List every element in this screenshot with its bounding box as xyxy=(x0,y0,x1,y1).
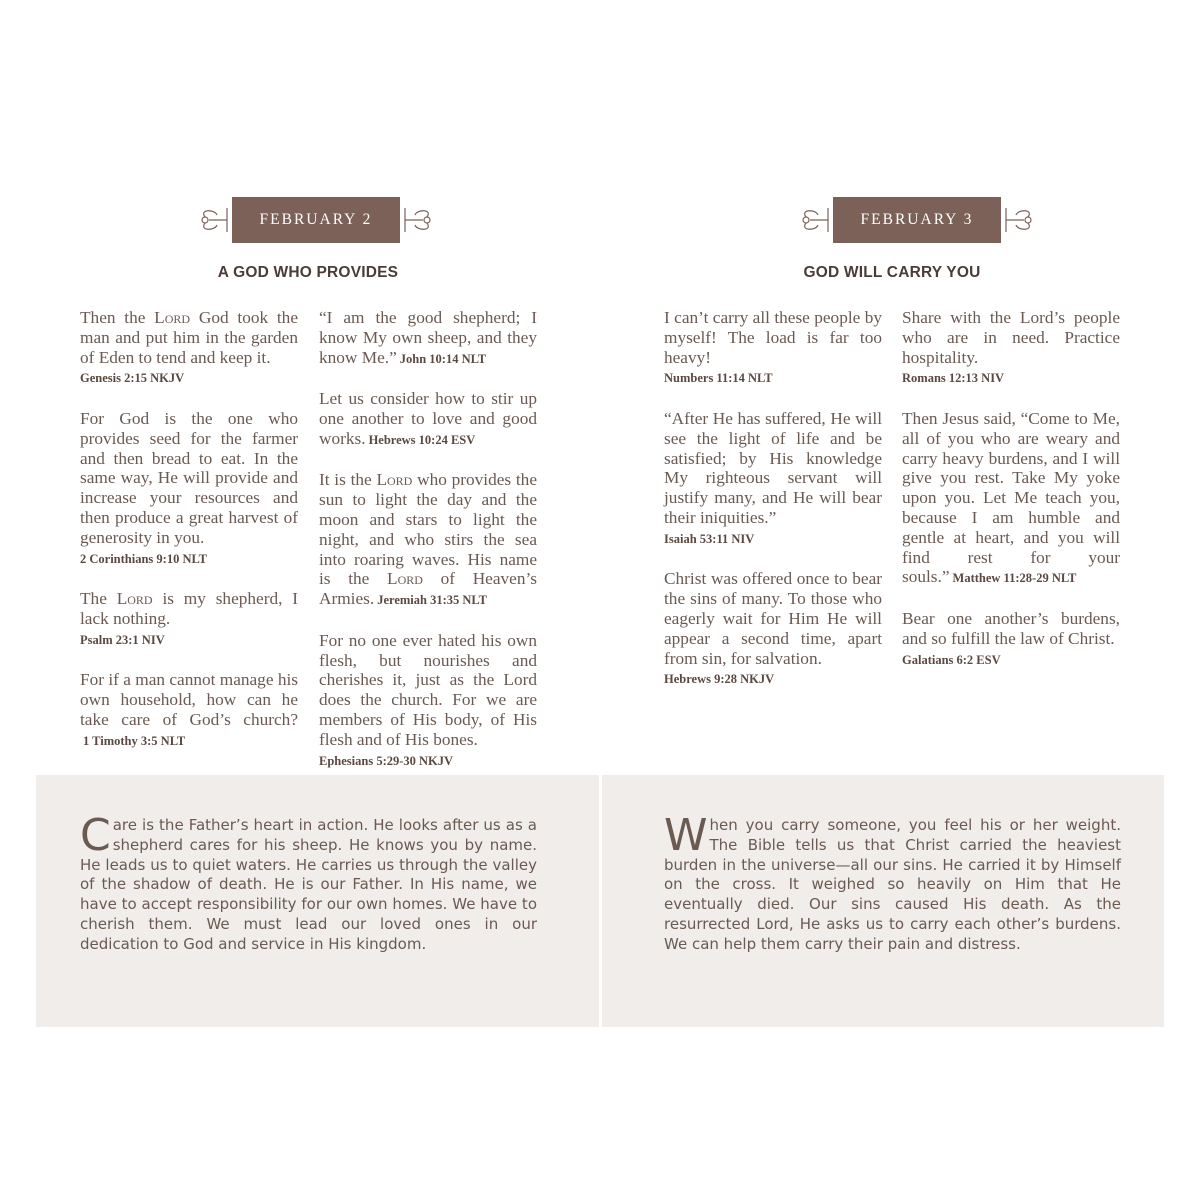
date-label: FEBRUARY 2 xyxy=(232,197,400,243)
reflection-body: are is the Father’s heart in action. He looks after us as a shepherd cares for his sheep. He knows you by name. He leads us to quiet waters. He carries us through the valley of the shadow of death. He is our Father. In His name, we have to accept responsibility for our own homes. We have to cherish them. We must lead our loved ones in our dedication to God and service in His kingdom. xyxy=(80,816,537,953)
verse-reference: Matthew 11:28-29 NLT xyxy=(952,571,1077,586)
drop-cap: C xyxy=(80,810,111,861)
verse-text: Bear one another’s burdens, and so fulfill the law of Christ. xyxy=(902,608,1120,648)
devotion-title: GOD WILL CARRY YOU xyxy=(803,264,981,281)
right-page xyxy=(600,0,1200,1200)
date-banner xyxy=(793,197,1041,243)
verse-text: “I am the good shepherd; I know My own sheep, and they know Me.” xyxy=(319,308,537,367)
date-banner xyxy=(192,197,440,243)
verse-column-2 xyxy=(902,308,1120,690)
verse-text: Let us consider how to stir up one another to love and good works. xyxy=(319,389,537,448)
verse-reference: John 10:14 NLT xyxy=(399,351,487,366)
verse-entry xyxy=(664,569,882,690)
flourish-right-icon xyxy=(400,197,440,243)
date-label: FEBRUARY 3 xyxy=(833,197,1001,243)
devotion-title: A GOD WHO PROVIDES xyxy=(217,264,399,281)
verse-text: For God is the one who provides seed for the farmer and then bread to eat. In the same way, He will provide and increase your resources and then produce a great harvest of generosity in you. xyxy=(80,408,298,547)
verse-entry xyxy=(902,609,1120,670)
verse-reference: Numbers 11:14 NLT xyxy=(664,371,773,386)
verse-text: “After He has suffered, He will see the light of life and be satisfied; by His knowledge My righteous servant will justify many, and He will bear their iniquities.” xyxy=(664,408,882,527)
verse-reference: 2 Corinthians 9:10 NLT xyxy=(80,551,207,566)
verse-entry xyxy=(664,308,882,389)
verse-text: Then Jesus said, “Come to Me, all of you who are weary and carry heavy burdens, and I will give you rest. Take My yoke upon you. Let Me teach you, because I am humble and gentle at heart, and you will find rest for your souls.” xyxy=(902,408,1120,587)
flourish-left-icon xyxy=(192,197,232,243)
reflection-text xyxy=(664,810,1121,955)
verse-reference: Galatians 6:2 ESV xyxy=(902,652,1001,667)
verse-reference: 1 Timothy 3:5 NLT xyxy=(83,733,186,748)
verse-text: For if a man cannot manage his own household, how can he take care of God’s church? xyxy=(80,670,298,729)
verse-entry xyxy=(319,389,537,450)
verse-entry xyxy=(319,470,537,611)
verse-text: It is the Lord who provides the sun to light the day and the moon and stars to light the night, and who stirs the sea into roaring waves. His name is the Lord of Heaven’s Armies. xyxy=(319,470,537,609)
verse-entry xyxy=(319,308,537,369)
verse-text: Share with the Lord’s people who are in need. Practice hospitality. xyxy=(902,308,1120,367)
verse-reference: Genesis 2:15 NKJV xyxy=(80,371,185,386)
verse-text: Christ was offered once to bear the sins of many. To those who eagerly wait for Him He will appear a second time, apart from sin, for salvation. xyxy=(664,569,882,668)
verse-column-1 xyxy=(80,308,298,771)
verse-reference: Hebrews 10:24 ESV xyxy=(368,432,476,447)
verse-entry xyxy=(80,589,298,650)
flourish-left-icon xyxy=(793,197,833,243)
verse-column-2 xyxy=(319,308,537,791)
verse-reference: Hebrews 9:28 NKJV xyxy=(664,672,775,687)
reflection-text xyxy=(80,810,537,955)
verse-reference: Romans 12:13 NIV xyxy=(902,371,1005,386)
verse-entry xyxy=(319,631,537,772)
verse-entry xyxy=(80,409,298,569)
verse-reference: Jeremiah 31:35 NLT xyxy=(377,593,487,608)
verse-entry xyxy=(80,670,298,751)
verse-text: I can’t carry all these people by myself! The load is far too heavy! xyxy=(664,308,882,367)
reflection-body: hen you carry someone, you feel his or her weight. The Bible tells us that Christ carried the heaviest burden in the universe—all our sins. He carried it by Himself on the cross. It weighed so heavily on Him that He eventually died. Our sins caused His death. As the resurrected Lord, He asks us to carry each other’s burdens. We can help them carry their pain and distress. xyxy=(664,816,1121,953)
verse-reference: Psalm 23:1 NIV xyxy=(80,632,165,647)
verse-text: For no one ever hated his own flesh, but nourishes and cherishes it, just as the Lord does the church. For we are members of His body, of His flesh and of His bones. xyxy=(319,630,537,749)
verse-text: Then the Lord God took the man and put him in the garden of Eden to tend and keep it. xyxy=(80,308,298,367)
verse-entry xyxy=(80,308,298,389)
verse-entry xyxy=(664,409,882,550)
drop-cap: W xyxy=(664,810,708,861)
verse-column-1 xyxy=(664,308,882,710)
flourish-right-icon xyxy=(1001,197,1041,243)
verse-entry xyxy=(902,409,1120,589)
verse-reference: Isaiah 53:11 NIV xyxy=(664,531,755,546)
verse-text: The Lord is my shepherd, I lack nothing. xyxy=(80,589,298,628)
verse-entry xyxy=(902,308,1120,389)
verse-reference: Ephesians 5:29-30 NKJV xyxy=(319,753,454,768)
